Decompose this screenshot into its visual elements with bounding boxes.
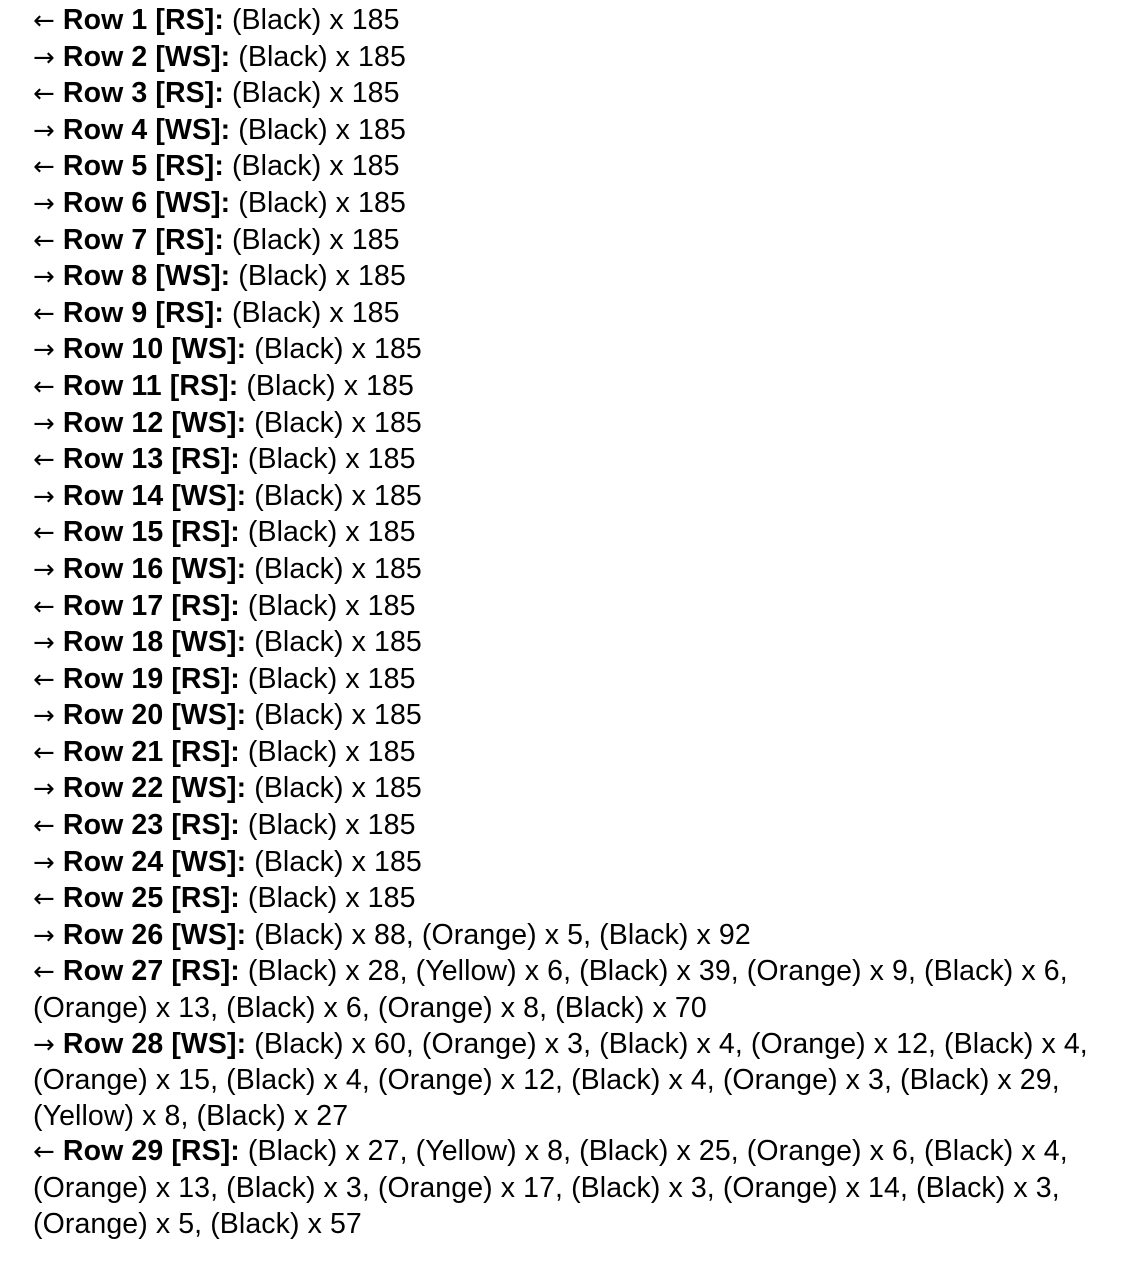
pattern-row (33, 771, 1093, 808)
row-instructions: (Black) x 185 (254, 699, 422, 732)
direction-right-arrow-icon: → (33, 920, 55, 951)
pattern-row (33, 881, 1093, 918)
pattern-row (33, 406, 1093, 443)
pattern-row (33, 76, 1093, 113)
row-label: Row 7 [RS]: (62, 223, 224, 256)
direction-right-arrow-icon: → (33, 847, 55, 878)
row-label: Row 20 [WS]: (62, 699, 247, 732)
direction-left-arrow-icon: ← (33, 6, 55, 36)
knitting-pattern-rows (33, 3, 1093, 1242)
row-instructions: (Black) x 185 (238, 40, 406, 73)
direction-right-arrow-icon: → (33, 262, 55, 293)
row-label: Row 26 [WS]: (62, 918, 247, 951)
row-instructions: (Black) x 88, (Orange) x 5, (Black) x 92 (254, 918, 751, 951)
pattern-row (33, 479, 1093, 516)
direction-right-arrow-icon: → (33, 408, 55, 439)
pattern-row (33, 735, 1093, 772)
direction-left-arrow-icon: ← (33, 152, 55, 183)
row-instructions: (Black) x 185 (254, 406, 422, 439)
row-label: Row 3 [RS]: (62, 77, 224, 110)
direction-left-arrow-icon: ← (33, 1137, 55, 1168)
row-instructions: (Black) x 185 (247, 809, 416, 842)
row-label: Row 8 [WS]: (62, 260, 231, 293)
pattern-row (33, 1134, 1093, 1242)
row-instructions: (Black) x 60, (Orange) x 3, (Black) x 4, (Orange) x 12, (Black) x 4, (Orange) x 15, (Black) x 4, (Orange) x 12, (Black) x 4, (Orange) x 3, (Black) x 29, (Yellow) x 8, (Black) x 27 (33, 1027, 1088, 1132)
row-instructions: (Black) x 185 (254, 333, 422, 366)
row-label: Row 4 [WS]: (62, 113, 231, 146)
row-instructions: (Black) x 27, (Yellow) x 8, (Black) x 25, (Orange) x 6, (Black) x 4, (Orange) x 13, (Black) x 3, (Orange) x 17, (Black) x 3, (Orange) x 14, (Black) x 3, (Orange) x 5, (Black) x 57 (33, 1135, 1068, 1240)
pattern-row (33, 918, 1093, 955)
direction-right-arrow-icon: → (33, 1029, 55, 1060)
row-label: Row 11 [RS]: (62, 369, 239, 402)
row-instructions: (Black) x 185 (238, 113, 406, 146)
row-label: Row 9 [RS]: (62, 296, 224, 329)
row-instructions: (Black) x 185 (231, 77, 400, 110)
pattern-row (33, 296, 1093, 333)
row-label: Row 2 [WS]: (62, 40, 231, 73)
pattern-row (33, 149, 1093, 186)
row-instructions: (Black) x 185 (231, 296, 400, 329)
direction-right-arrow-icon: → (33, 481, 55, 512)
pattern-row (33, 1027, 1093, 1135)
row-instructions: (Black) x 185 (246, 369, 414, 402)
row-instructions: (Black) x 185 (247, 443, 416, 476)
row-label: Row 22 [WS]: (62, 772, 247, 805)
direction-right-arrow-icon: → (33, 554, 55, 585)
pattern-row (33, 3, 1093, 40)
row-label: Row 5 [RS]: (62, 150, 224, 183)
direction-left-arrow-icon: ← (33, 811, 55, 842)
row-label: Row 13 [RS]: (62, 443, 240, 476)
row-instructions: (Black) x 185 (254, 845, 422, 878)
row-label: Row 28 [WS]: (62, 1027, 247, 1060)
row-label: Row 25 [RS]: (62, 882, 240, 915)
row-label: Row 16 [WS]: (62, 552, 247, 585)
direction-left-arrow-icon: ← (33, 884, 55, 915)
pattern-row (33, 589, 1093, 626)
direction-right-arrow-icon: → (33, 115, 55, 146)
row-instructions: (Black) x 185 (238, 260, 406, 293)
row-label: Row 29 [RS]: (62, 1135, 240, 1168)
direction-right-arrow-icon: → (33, 188, 55, 219)
row-instructions: (Black) x 185 (254, 552, 422, 585)
pattern-row (33, 40, 1093, 77)
row-instructions: (Black) x 185 (247, 662, 416, 695)
pattern-row (33, 552, 1093, 589)
pattern-row (33, 625, 1093, 662)
direction-left-arrow-icon: ← (33, 957, 55, 988)
row-label: Row 6 [WS]: (62, 186, 231, 219)
row-instructions: (Black) x 185 (238, 186, 406, 219)
row-instructions: (Black) x 185 (231, 223, 400, 256)
row-instructions: (Black) x 28, (Yellow) x 6, (Black) x 39, (Orange) x 9, (Black) x 6, (Orange) x 13, (Black) x 6, (Orange) x 8, (Black) x 70 (33, 955, 1068, 1025)
direction-right-arrow-icon: → (33, 628, 55, 659)
row-label: Row 14 [WS]: (62, 479, 247, 512)
row-instructions: (Black) x 185 (231, 150, 400, 183)
pattern-row (33, 186, 1093, 223)
pattern-row (33, 954, 1093, 1026)
row-label: Row 23 [RS]: (62, 809, 240, 842)
direction-right-arrow-icon: → (33, 774, 55, 805)
row-label: Row 18 [WS]: (62, 626, 247, 659)
row-label: Row 15 [RS]: (62, 516, 240, 549)
direction-left-arrow-icon: ← (33, 79, 55, 110)
row-label: Row 21 [RS]: (62, 735, 240, 768)
row-label: Row 24 [WS]: (62, 845, 247, 878)
pattern-row (33, 442, 1093, 479)
row-label: Row 27 [RS]: (62, 955, 240, 988)
row-label: Row 17 [RS]: (62, 589, 240, 622)
pattern-row (33, 808, 1093, 845)
pattern-row (33, 332, 1093, 369)
direction-right-arrow-icon: → (33, 335, 55, 366)
row-instructions: (Black) x 185 (254, 626, 422, 659)
pattern-row (33, 515, 1093, 552)
row-instructions: (Black) x 185 (247, 735, 416, 768)
row-instructions: (Black) x 185 (247, 589, 416, 622)
row-label: Row 10 [WS]: (62, 333, 247, 366)
direction-right-arrow-icon: → (33, 701, 55, 732)
direction-left-arrow-icon: ← (33, 591, 55, 622)
row-instructions: (Black) x 185 (247, 882, 416, 915)
direction-left-arrow-icon: ← (33, 518, 55, 549)
direction-left-arrow-icon: ← (33, 225, 55, 256)
row-label: Row 19 [RS]: (62, 662, 240, 695)
direction-left-arrow-icon: ← (33, 298, 55, 329)
pattern-row (33, 113, 1093, 150)
pattern-row (33, 698, 1093, 735)
direction-left-arrow-icon: ← (33, 445, 55, 476)
pattern-row (33, 662, 1093, 699)
pattern-row (33, 845, 1093, 882)
direction-right-arrow-icon: → (33, 42, 55, 73)
row-instructions: (Black) x 185 (231, 4, 400, 36)
pattern-row (33, 369, 1093, 406)
row-instructions: (Black) x 185 (254, 479, 422, 512)
direction-left-arrow-icon: ← (33, 371, 55, 402)
row-instructions: (Black) x 185 (254, 772, 422, 805)
row-instructions: (Black) x 185 (247, 516, 416, 549)
pattern-row (33, 259, 1093, 296)
pattern-row (33, 223, 1093, 260)
direction-left-arrow-icon: ← (33, 737, 55, 768)
row-label: Row 1 [RS]: (62, 4, 224, 36)
direction-left-arrow-icon: ← (33, 664, 55, 695)
row-label: Row 12 [WS]: (62, 406, 247, 439)
